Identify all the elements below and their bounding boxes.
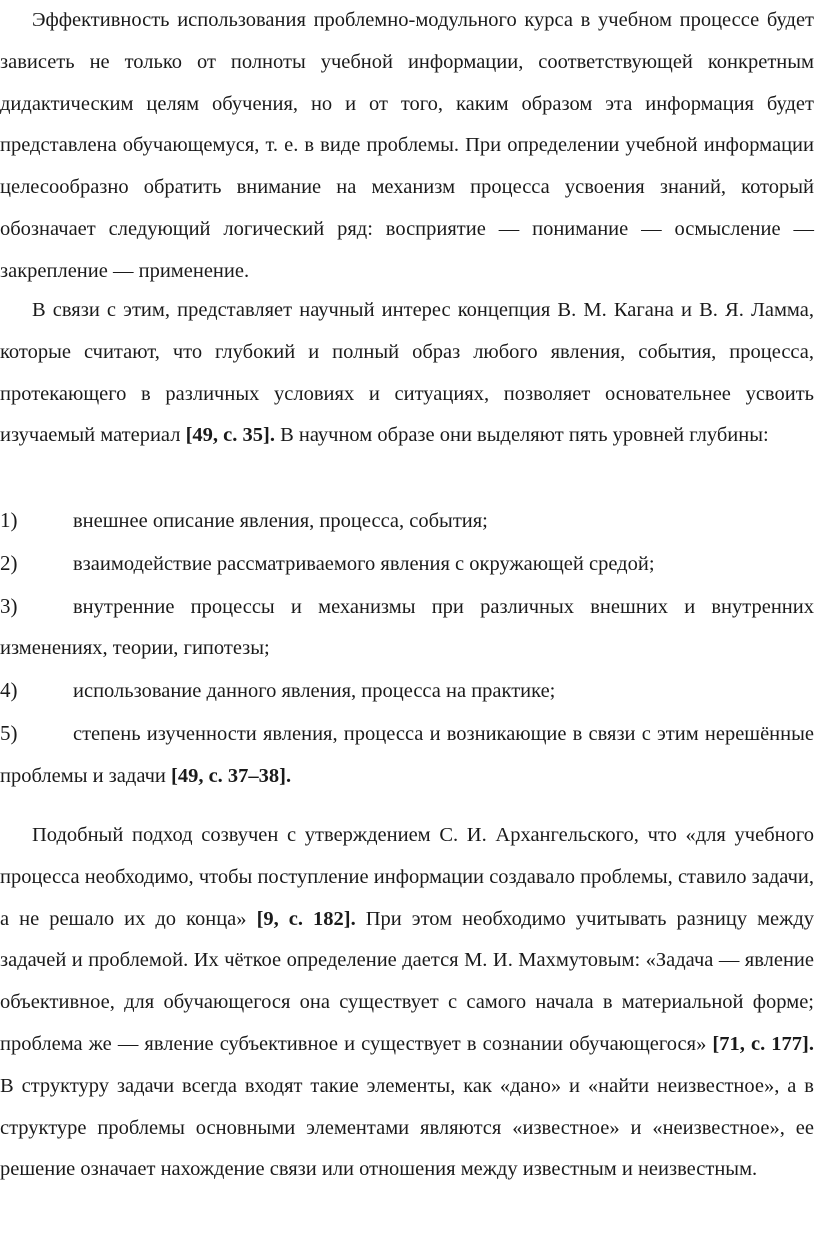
list-item-text: взаимодействие рассматриваемого явления с окружающей средой; xyxy=(73,552,655,575)
paragraph-2 xyxy=(0,290,814,457)
list-item-text: использование данного явления, процесса на практике; xyxy=(73,680,556,703)
paragraph-3-text-b: При этом необходимо учитывать разницу между задачей и проблемой. Их чёткое определение дается М. И. Махмутовым: «Задача — явление объективное, для обучающегося она существует с самого начала в материальной форме; проблема же — явление субъективное и существует в сознании обучающегося» xyxy=(0,907,815,1055)
paragraph-3 xyxy=(0,815,814,1191)
paragraph-3-text-a: Подобный подход созвучен с утверждением С. И. Архангельского, что «для учебного процесса необходимо, чтобы поступление информации создавало проблемы, ставило задачи, а не решало их до конца» xyxy=(0,824,814,930)
list-item xyxy=(0,670,814,713)
list-item xyxy=(0,586,814,671)
list-item-text: внутренние процессы и механизмы при различных внешних и внутренних изменениях, теории, гипотезы; xyxy=(0,595,814,660)
list-item-number: 5) xyxy=(0,720,18,745)
paragraph-2-text-after: В научном образе они выделяют пять уровней глубины: xyxy=(274,424,769,447)
citation-ref: [9, с. 182]. xyxy=(256,907,356,930)
list-item xyxy=(0,543,814,586)
list-item xyxy=(0,713,814,798)
list-item-text: внешнее описание явления, процесса, события; xyxy=(73,510,488,532)
citation-ref: [49, с. 37–38]. xyxy=(171,764,292,787)
citation-ref: [71, с. 177]. xyxy=(712,1032,814,1055)
paragraph-1-text: Эффективность использования проблемно-модульного курса в учебном процессе будет зависеть не только от полноты учебной информации, соответствующей конкретным дидактическим целям обучения, но и от того, каким образом эта информация будет представлена обучающемуся, т. е. в виде проблемы. При определении учебной информации целесообразно обратить внимание на механизм процесса усвоения знаний, который обозначает следующий логический ряд: восприятие — понимание — осмысление — закрепление — применение. xyxy=(0,9,814,282)
list-item-number: 4) xyxy=(0,678,18,703)
list-item-number: 3) xyxy=(0,593,18,618)
list-item-number: 2) xyxy=(0,550,18,575)
paragraph-3-text-c: В структуру задачи всегда входят такие элементы, как «дано» и «найти неизвестное», а в структуре проблемы основными элементами являются «известное» и «неизвестное», ее решение означает нахождение связи или отношения между известным и неизвестным. xyxy=(0,1074,814,1181)
list-item xyxy=(0,500,814,543)
list-item-text: степень изученности явления, процесса и возникающие в связи с этим нерешённые проблемы и задачи xyxy=(0,722,814,787)
paragraph-2-text-before: В связи с этим, представляет научный интерес концепция В. М. Кагана и В. Я. Ламма, которые считают, что глубокий и полный образ любого явления, события, процесса, протекающего в различных условиях и ситуациях, позволяет основательнее усвоить изучаемый материал xyxy=(0,299,814,447)
list-item-number: 1) xyxy=(0,508,18,532)
depth-levels-list xyxy=(0,500,814,798)
citation-ref: [49, с. 35]. xyxy=(185,424,275,447)
paragraph-1 xyxy=(0,0,814,293)
